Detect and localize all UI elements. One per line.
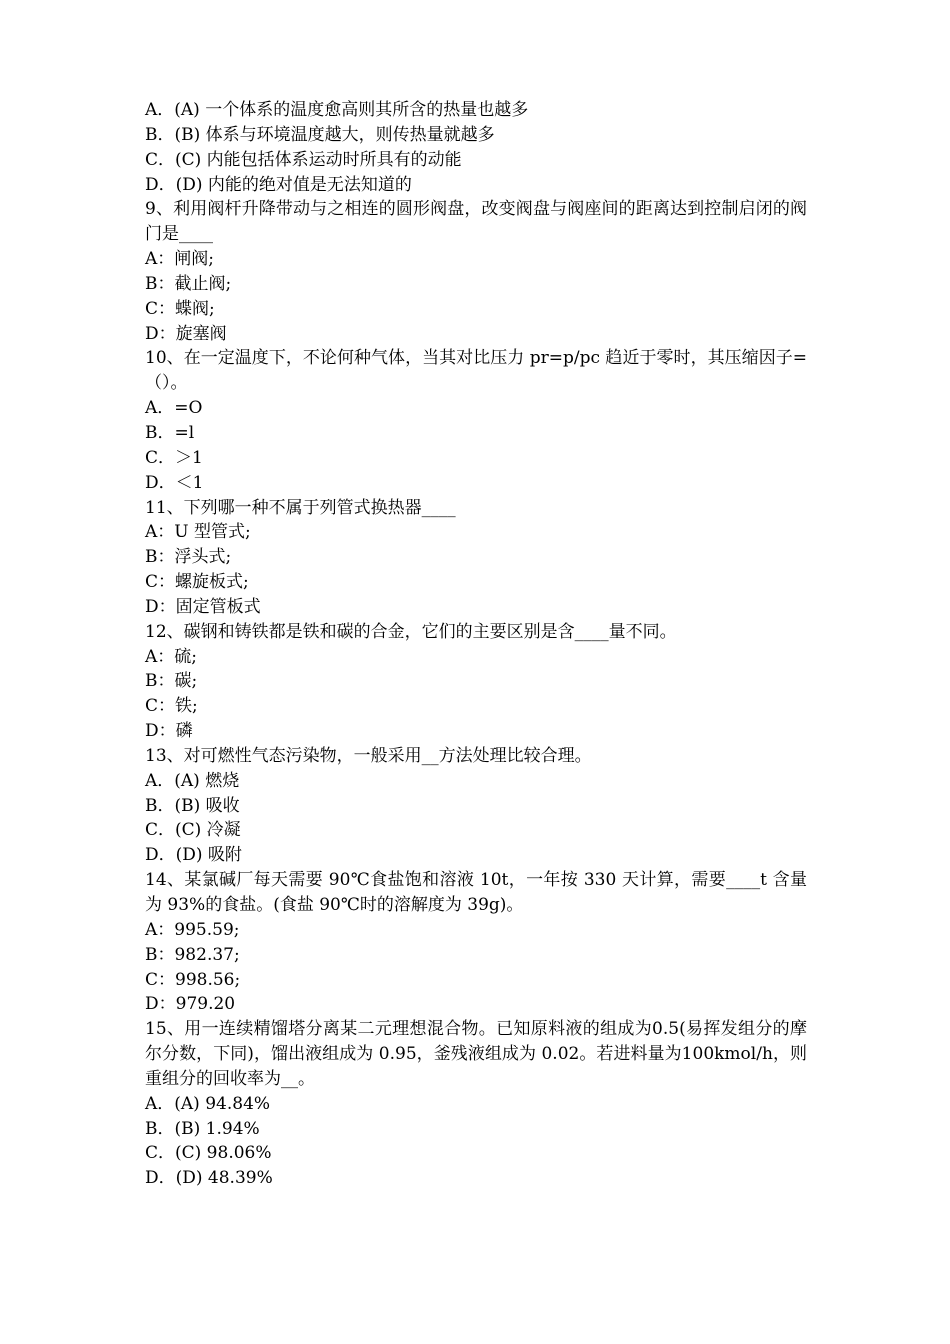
question-13: 13、对可燃性气态污染物，一般采用__方法处理比较合理。 xyxy=(145,745,592,766)
option-line: A．(A) 燃烧 xyxy=(145,770,240,791)
option-line: D：固定管板式 xyxy=(145,596,261,617)
option-line: C：铁; xyxy=(145,696,198,717)
option-line: A．(A) 一个体系的温度愈高则其所含的热量也越多 xyxy=(145,100,529,120)
option-line: C：蝶阀; xyxy=(145,298,215,319)
option-line: B．(B) 体系与环境温度越大，则传热量就越多 xyxy=(145,124,495,145)
option-line: D．(D) 吸附 xyxy=(145,845,242,866)
option-line: A：硫; xyxy=(145,646,198,667)
option-line: A：闸阀; xyxy=(145,249,215,270)
option-line: B．(B) 吸收 xyxy=(145,795,240,816)
option-line: D：磷 xyxy=(145,721,193,742)
option-line: A：U 型管式; xyxy=(145,522,251,543)
option-line: D：979.20 xyxy=(145,994,236,1015)
option-line: B：浮头式; xyxy=(145,547,232,568)
option-line: C．＞1 xyxy=(145,447,203,468)
option-line: A：995.59; xyxy=(145,919,240,940)
option-line: B：碳; xyxy=(145,671,198,692)
option-line: D．(D) 48.39% xyxy=(145,1168,273,1189)
question-14: 14、某氯碱厂每天需要 90℃食盐饱和溶液 10t，一年按 330 天计算，需要____t 含量为 93%的食盐。(食盐 90℃时的溶解度为 39g)。 xyxy=(145,870,807,915)
question-10: 10、在一定温度下，不论何种气体，当其对比压力 pr=p/pc 趋近于零时，其压缩因子=（）。 xyxy=(145,348,807,394)
option-line: C：螺旋板式; xyxy=(145,572,249,593)
option-line: C：998.56; xyxy=(145,969,241,990)
option-line: C．(C) 冷凝 xyxy=(145,820,241,841)
question-11: 11、下列哪一种不属于列管式换热器____ xyxy=(145,497,456,518)
option-line: D．＜1 xyxy=(145,472,204,493)
option-line: C．(C) 内能包括体系运动时所具有的动能 xyxy=(145,149,462,170)
question-12: 12、碳钢和铸铁都是铁和碳的合金，它们的主要区别是含____量不同。 xyxy=(145,621,677,642)
option-line: B：截止阀; xyxy=(145,273,232,294)
document-body xyxy=(145,98,807,1191)
option-line: B：982.37; xyxy=(145,944,240,965)
option-line: B．(B) 1.94% xyxy=(145,1118,260,1139)
question-15: 15、用一连续精馏塔分离某二元理想混合物。已知原料液的组成为0.5(易挥发组分的摩尔分数，下同)，馏出液组成为 0.95，釜残液组成为 0.02。若进料量为100kmol/h，则重组分的回收率为__。 xyxy=(145,1019,807,1089)
option-line: D．(D) 内能的绝对值是无法知道的 xyxy=(145,174,412,195)
option-line: A．(A) 94.84% xyxy=(145,1093,271,1114)
option-line: D：旋塞阀 xyxy=(145,323,227,344)
option-line: A．=O xyxy=(145,398,203,419)
option-line: B．=l xyxy=(145,422,195,443)
question-9: 9、利用阀杆升降带动与之相连的圆形阀盘，改变阀盘与阀座间的距离达到控制启闭的阀门是____ xyxy=(145,199,807,245)
option-line: C．(C) 98.06% xyxy=(145,1143,272,1164)
